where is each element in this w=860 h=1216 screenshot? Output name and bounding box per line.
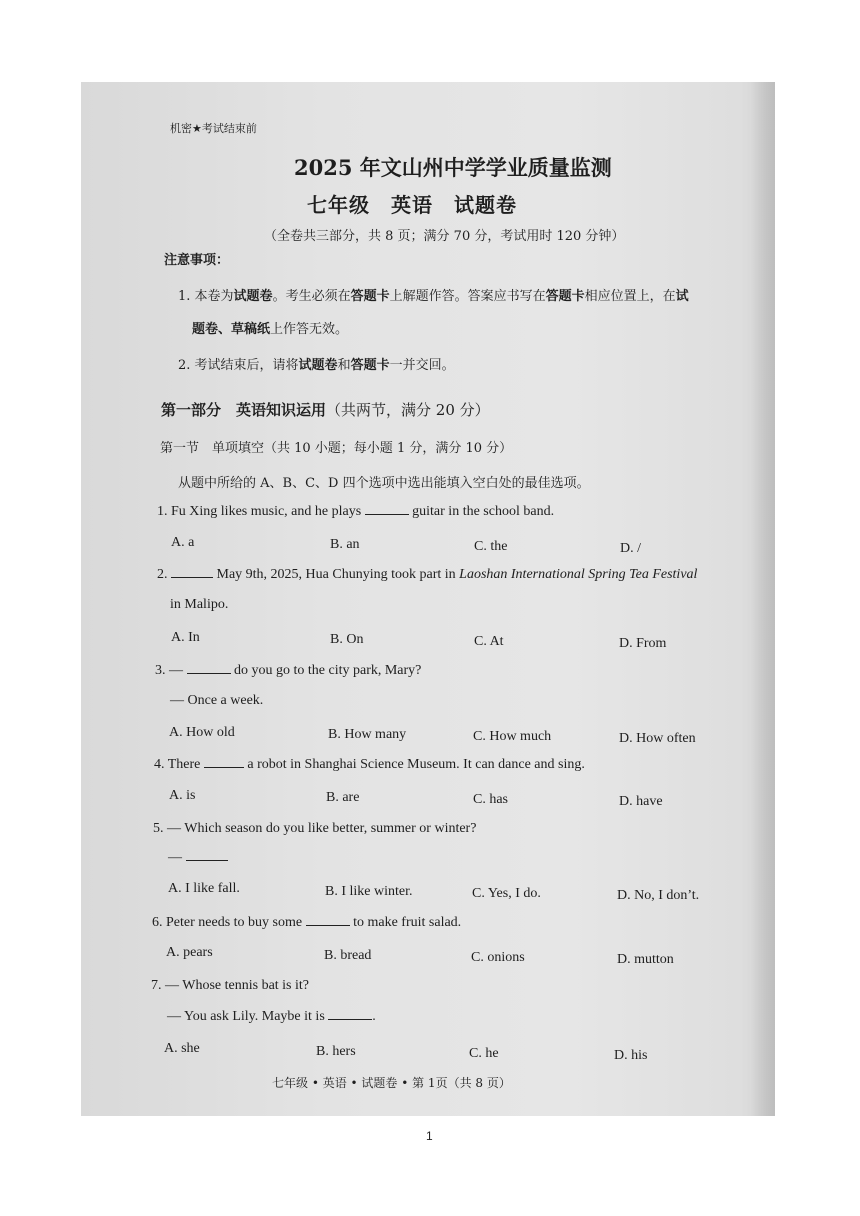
notice-text: 。考生必须在: [272, 289, 351, 304]
answer-blank: [365, 514, 409, 515]
question-3-reply: — Once a week.: [170, 693, 264, 708]
notice-emphasis: 试: [675, 289, 689, 304]
option-c: C. At: [474, 634, 504, 649]
notice-emphasis: 答题卡: [350, 358, 390, 373]
option-b: B. I like winter.: [325, 884, 413, 899]
answer-blank: [187, 673, 231, 674]
option-c: C. onions: [471, 950, 525, 965]
option-d: D. From: [619, 636, 667, 651]
answer-blank: [171, 577, 213, 578]
notice-item-2: [178, 354, 455, 373]
page-footer: 七年级 • 英语 • 试题卷 • 第 1页（共 8 页）: [272, 1076, 511, 1090]
question-7-reply: [167, 1009, 376, 1025]
question-4: [154, 757, 585, 773]
option-d: D. his: [614, 1048, 648, 1063]
option-c: C. How much: [473, 729, 552, 744]
question-5-reply: [168, 850, 228, 866]
exam-title: 2025 年文山州中学学业质量监测: [294, 155, 612, 180]
option-a: A. a: [171, 535, 195, 550]
question-text: to make fruit salad.: [349, 915, 462, 930]
question-text: guitar in the school band.: [408, 504, 555, 519]
notice-text: 1. 本卷为: [178, 289, 234, 304]
question-5: 5. — Which season do you like better, summer or winter?: [153, 821, 477, 836]
question-text: —: [168, 850, 186, 865]
question-2: [157, 567, 697, 583]
notice-text: 相应位置上，在: [584, 289, 676, 304]
part-1-title-note: （共两节，满分 20 分）: [326, 401, 490, 419]
question-text: 6. Peter needs to buy some: [152, 915, 306, 930]
notice-emphasis: 答题卡: [350, 289, 390, 304]
question-text: a robot in Shanghai Science Museum. It can dance and sing.: [243, 757, 585, 772]
option-a: A. she: [164, 1041, 200, 1056]
option-b: B. hers: [316, 1044, 356, 1059]
option-a: A. is: [169, 788, 196, 803]
notice-emphasis: 试题卷: [298, 358, 338, 373]
exam-subtitle: 七年级 英语 试题卷: [307, 193, 517, 217]
answer-blank: [328, 1019, 372, 1020]
notice-item-1-line-2: [192, 318, 348, 337]
question-2-line-2: in Malipo.: [170, 597, 229, 612]
answer-blank: [306, 925, 350, 926]
question-7: 7. — Whose tennis bat is it?: [151, 978, 309, 993]
option-d: D. No, I don’t.: [617, 888, 700, 903]
notice-text: 和: [337, 358, 351, 373]
option-b: B. are: [326, 790, 360, 805]
section-1-title: 第一节 单项填空（共 10 小题；每小题 1 分，满分 10 分）: [160, 441, 513, 456]
question-text: 3. —: [155, 663, 187, 678]
question-text: .: [372, 1009, 376, 1024]
option-d: D. How often: [619, 731, 696, 746]
photo-shadow-edge: [751, 82, 775, 1116]
notice-emphasis: 题卷、草稿纸: [192, 322, 271, 337]
option-b: B. On: [330, 632, 364, 647]
notice-text: 一并交回。: [389, 358, 455, 373]
notice-text: 2. 考试结束后，请将: [178, 358, 299, 373]
question-text: — You ask Lily. Maybe it is: [167, 1009, 329, 1024]
option-b: B. an: [330, 537, 360, 552]
question-text: 1. Fu Xing likes music, and he plays: [157, 504, 365, 519]
option-b: B. How many: [328, 727, 407, 742]
notice-item-1: [178, 285, 689, 304]
notice-heading: 注意事项：: [164, 253, 230, 268]
option-b: B. bread: [324, 948, 372, 963]
option-c: C. he: [469, 1046, 499, 1061]
question-1: [157, 504, 554, 520]
question-6: [152, 915, 461, 931]
part-1-title-text: 第一部分 英语知识运用: [161, 401, 327, 419]
question-text: do you go to the city park, Mary?: [230, 663, 422, 678]
answer-blank: [186, 860, 228, 861]
question-3: [155, 663, 421, 679]
option-d: D. have: [619, 794, 663, 809]
question-text: May 9th, 2025, Hua Chunying took part in: [213, 567, 460, 582]
answer-blank: [204, 767, 244, 768]
option-d: D. mutton: [617, 952, 674, 967]
option-c: C. the: [474, 539, 508, 554]
option-a: A. In: [171, 630, 200, 645]
option-a: A. pears: [166, 945, 213, 960]
option-d: D. /: [620, 541, 641, 556]
question-text: 2.: [157, 567, 171, 582]
notice-emphasis: 试题卷: [233, 289, 273, 304]
notice-text: 上作答无效。: [270, 322, 349, 337]
notice-text: 上解题作答。答案应书写在: [389, 289, 546, 304]
festival-name: Laoshan International Spring Tea Festival: [459, 567, 698, 582]
notice-emphasis: 答题卡: [545, 289, 585, 304]
option-a: A. How old: [169, 725, 235, 740]
exam-meta: （全卷共三部分，共 8 页；满分 70 分，考试用时 120 分钟）: [264, 229, 625, 244]
question-text: 4. There: [154, 757, 204, 772]
option-c: C. Yes, I do.: [472, 886, 541, 901]
section-instruction: 从题中所给的 A、B、C、D 四个选项中选出能填入空白处的最佳选项。: [178, 476, 590, 491]
option-a: A. I like fall.: [168, 881, 240, 896]
confidential-label: 机密★考试结束前: [170, 122, 257, 135]
option-c: C. has: [473, 792, 508, 807]
part-1-title: [161, 399, 490, 420]
page-number: 1: [426, 1129, 433, 1143]
exam-photo: [81, 82, 775, 1116]
